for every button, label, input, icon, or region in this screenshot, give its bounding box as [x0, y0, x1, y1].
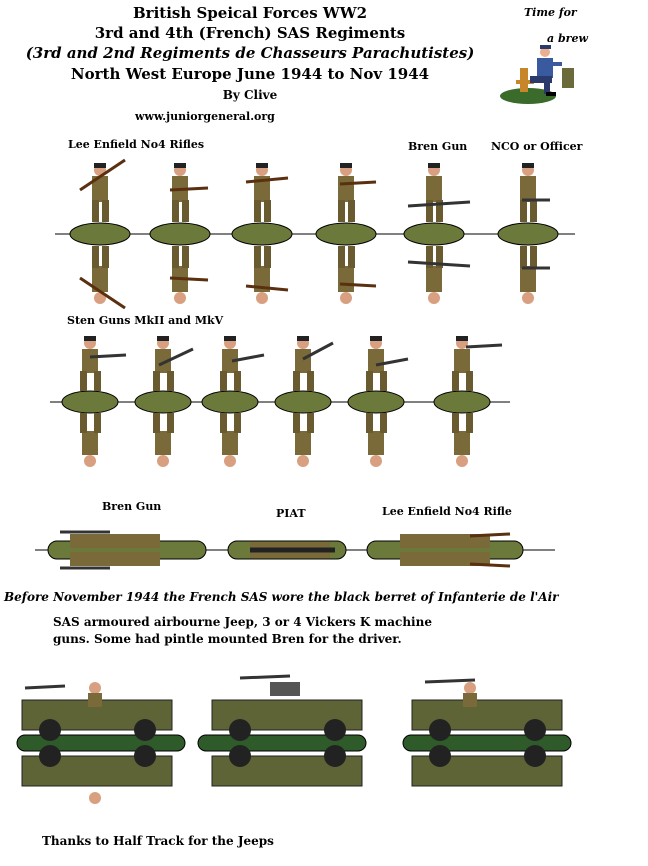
- footer-credit: Thanks to Half Track for the Jeeps: [42, 834, 274, 848]
- jeep-1: [17, 682, 185, 804]
- soldier-nco: [498, 163, 558, 304]
- row3-prone-figures: [0, 520, 648, 580]
- label-nco-officer: NCO or Officer: [491, 140, 583, 153]
- label-sten-guns: Sten Guns MkII and MkV: [67, 314, 224, 327]
- soldier-rifle-2: [150, 163, 210, 304]
- brew-text-1: Time for: [524, 6, 577, 19]
- row1-figures: [0, 150, 648, 310]
- prone-piat-soldier: [228, 541, 346, 559]
- soldier-sten-3: [202, 336, 264, 467]
- title-line-3: (3rd and 2nd Regiments de Chasseurs Parachutistes): [25, 44, 475, 62]
- soldier-sten-5: [348, 336, 408, 467]
- note-black-beret: Before November 1944 the French SAS wore the black berret of Infanterie de l'Air: [4, 590, 559, 604]
- brew-text-2: a brew: [547, 32, 588, 45]
- soldier-bren: [404, 163, 470, 304]
- soldier-rifle-4: [316, 163, 376, 304]
- jeep-2: [198, 676, 366, 786]
- soldier-sten-2: [135, 336, 193, 467]
- author: By Clive: [222, 88, 278, 102]
- label-lee-enfield-rifle: Lee Enfield No4 Rifle: [382, 505, 512, 518]
- label-bren-gun-row1: Bren Gun: [408, 140, 468, 153]
- soldier-sten-1: [62, 336, 126, 467]
- title-line-4: North West Europe June 1944 to Nov 1944: [70, 65, 430, 83]
- jeep-description-2: guns. Some had pintle mounted Bren for the driver.: [53, 632, 402, 646]
- soldier-rifle-1: [70, 160, 130, 308]
- brew-soldier-illustration: [500, 40, 590, 105]
- label-lee-enfield-rifles: Lee Enfield No4 Rifles: [68, 138, 205, 151]
- soldier-sten-4: [275, 336, 333, 467]
- jeep-description-1: SAS armoured airbourne Jeep, 3 or 4 Vickers K machine: [53, 615, 432, 629]
- label-bren-gun-row3: Bren Gun: [102, 500, 162, 513]
- jeep-3: [403, 680, 571, 786]
- label-piat: PIAT: [276, 507, 306, 520]
- row2-figures: [0, 325, 648, 475]
- soldier-rifle-3: [232, 163, 292, 304]
- website-link[interactable]: www.juniorgeneral.org: [135, 110, 275, 123]
- title-line-1: British Speical Forces WW2: [132, 4, 368, 22]
- jeep-figures: [0, 660, 648, 830]
- title-line-2: 3rd and 4th (French) SAS Regiments: [94, 24, 406, 42]
- prone-rifleman: [367, 534, 523, 566]
- prone-bren-gunner: [48, 532, 206, 568]
